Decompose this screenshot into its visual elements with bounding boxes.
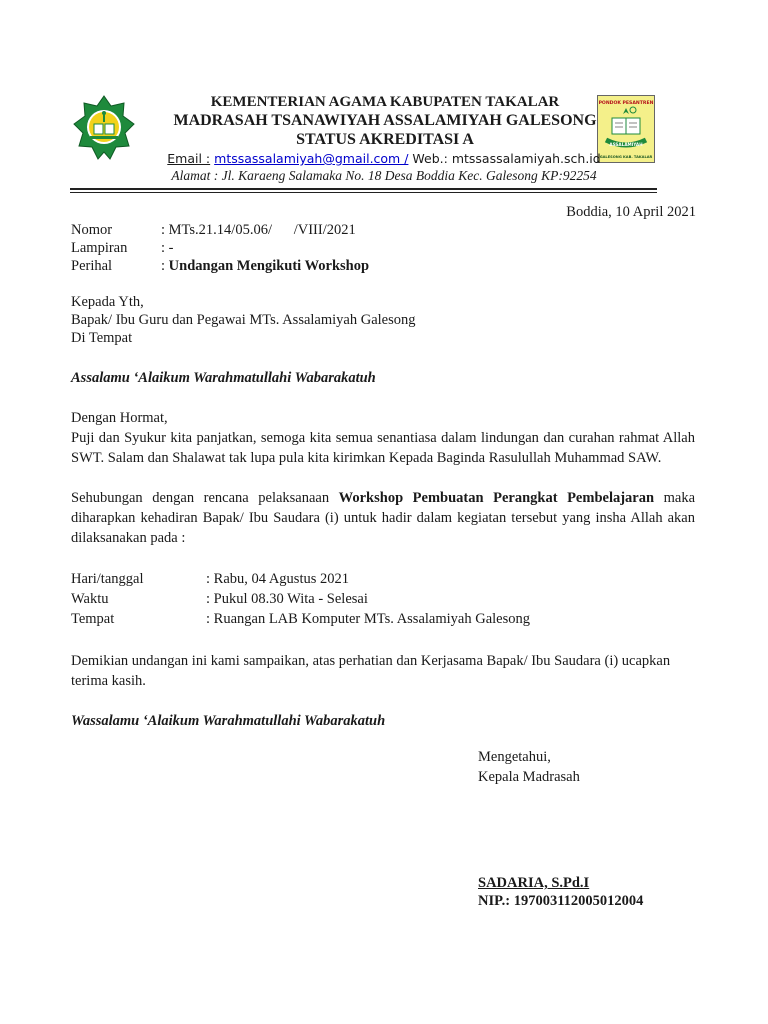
farewell: Wassalamu ‘Alaikum Warahmatullahi Wabarakatuh: [71, 713, 386, 729]
perihal-row: [161, 258, 369, 275]
logo-mid-text: ASSALAMIYAH: [609, 142, 643, 147]
logo-top-text: PONDOK PESANTREN: [598, 101, 654, 106]
signature-line-1: Mengetahui,: [478, 749, 551, 765]
letter-date: Boddia, 10 April 2021: [566, 204, 696, 220]
paragraph-2: [71, 488, 695, 548]
paragraph-2-event: Workshop Pembuatan Perangkat Pembelajaran: [338, 490, 655, 506]
lampiran-label: Lampiran: [71, 240, 128, 256]
logo-bottom-text: GALESONG KAB. TAKALAR: [599, 155, 653, 159]
nip-label: NIP.:: [478, 893, 514, 909]
header-address: Alamat : Jl. Karaeng Salamaka No. 18 Desa Boddia Kec. Galesong KP:92254: [171, 168, 597, 183]
waktu-value: : Pukul 08.30 Wita - Selesai: [206, 591, 368, 607]
recipient-line-3: Di Tempat: [71, 330, 133, 346]
tempat-value: : Ruangan LAB Komputer MTs. Assalamiyah Galesong: [206, 611, 530, 627]
greeting: Assalamu ‘Alaikum Warahmatullahi Wabarakatuh: [71, 370, 376, 386]
header-school-name: MADRASAH TSANAWIYAH ASSALAMIYAH GALESONG: [173, 112, 597, 129]
tempat-label: Tempat: [71, 611, 115, 627]
header-contact: [0, 151, 768, 166]
hari-label: Hari/tanggal: [71, 571, 144, 587]
signatory-name: SADARIA, S.Pd.I: [478, 875, 590, 891]
header-divider-thick: [70, 188, 657, 190]
recipient-line-1: Kepada Yth,: [71, 294, 144, 310]
signatory-nip: [478, 893, 643, 910]
perihal-colon: :: [161, 258, 169, 274]
waktu-label: Waktu: [71, 591, 109, 607]
header-divider-thin: [70, 192, 657, 193]
perihal-label: Perihal: [71, 258, 113, 274]
nomor-label: Nomor: [71, 222, 113, 238]
signature-line-2: Kepala Madrasah: [478, 769, 580, 785]
paragraph-2-post: maka diharapkan kehadiran Bapak/ Ibu Saudara (i) untuk hadir dalam kegiatan tersebut yang insha Allah akan dilaksanakan pada :: [71, 490, 696, 546]
paragraph-2-pre: Sehubungan dengan rencana pelaksanaan: [71, 490, 339, 506]
web-label: Web.:: [412, 151, 448, 166]
perihal-value: Undangan Mengikuti Workshop: [168, 258, 370, 274]
email-link[interactable]: mtssassalamiyah@gmail.com /: [214, 151, 409, 166]
closing-paragraph: Demikian undangan ini kami sampaikan, atas perhatian dan Kerjasama Bapak/ Ibu Saudara (i) ucapkan terima kasih.: [71, 653, 671, 689]
paragraph-1: Puji dan Syukur kita panjatkan, semoga kita semua senantiasa dalam lindungan dan curahan rahmat Allah SWT. Salam dan Shalawat tak lupa pula kita kirimkan Kepada Baginda Rasulullah Muhammad SAW.: [71, 430, 695, 466]
web-address: mtssassalamiyah.sch.id: [451, 151, 601, 166]
nip-value: 197003112005012004: [513, 893, 644, 909]
email-label: Email :: [167, 151, 211, 166]
lampiran-value: : -: [161, 240, 174, 256]
header-accreditation: STATUS AKREDITASI A: [296, 131, 474, 148]
opening: Dengan Hormat,: [71, 410, 168, 426]
nomor-value: : MTs.21.14/05.06/ /VIII/2021: [161, 222, 356, 238]
header-ministry: KEMENTERIAN AGAMA KABUPATEN TAKALAR: [210, 94, 560, 110]
hari-value: : Rabu, 04 Agustus 2021: [206, 571, 349, 587]
recipient-line-2: Bapak/ Ibu Guru dan Pegawai MTs. Assalamiyah Galesong: [71, 312, 416, 328]
